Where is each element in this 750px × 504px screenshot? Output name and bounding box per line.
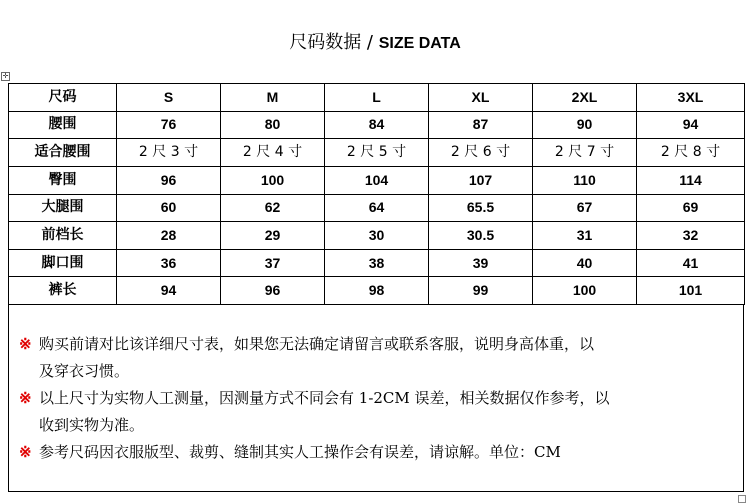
header-cell-xl: XL [429,84,533,112]
page-title [0,30,750,57]
table-row-hip [9,166,745,194]
row-label: 臀围 [9,166,117,194]
note-item [19,331,735,385]
reference-mark-icon: ※ [19,443,32,461]
table-cell: 87 [429,111,533,139]
table-cell: 99 [429,277,533,305]
table-cell: 98 [325,277,429,305]
table-cell: 31 [533,222,637,250]
table-cell: 2 尺 7 寸 [533,139,637,167]
reference-mark-icon: ※ [19,389,32,407]
table-cell: 94 [637,111,745,139]
table-cell: 28 [117,222,221,250]
row-label: 脚口围 [9,249,117,277]
header-row [9,84,745,112]
table-cell: 2 尺 5 寸 [325,139,429,167]
note-item [19,439,735,466]
table-cell: 69 [637,194,745,222]
table-row-front-rise [9,222,745,250]
table-cell: 60 [117,194,221,222]
table-cell: 84 [325,111,429,139]
table-cell: 96 [221,277,325,305]
header-cell-size: 尺码 [9,84,117,112]
table-cell: 100 [221,166,325,194]
row-label: 大腿围 [9,194,117,222]
table-cell: 76 [117,111,221,139]
table-cell: 29 [221,222,325,250]
size-table [8,83,745,305]
table-cell: 114 [637,166,745,194]
table-row-waist [9,111,745,139]
table-row-leg-opening [9,249,745,277]
row-label: 前档长 [9,222,117,250]
table-row-fit-waist [9,139,745,167]
table-cell: 110 [533,166,637,194]
table-cell: 100 [533,277,637,305]
table-cell: 2 尺 3 寸 [117,139,221,167]
table-cell: 2 尺 4 寸 [221,139,325,167]
table-cell: 96 [117,166,221,194]
move-handle-icon[interactable]: ✛ [2,72,9,80]
note-line: 收到实物为准。 [39,416,145,434]
table-cell: 30.5 [429,222,533,250]
header-cell-l: L [325,84,429,112]
title-cn: 尺码数据 [289,32,362,53]
table-cell: 65.5 [429,194,533,222]
table-cell: 67 [533,194,637,222]
table-cell: 36 [117,249,221,277]
row-label: 腰围 [9,111,117,139]
table-cell: 40 [533,249,637,277]
header-cell-m: M [221,84,325,112]
table-cell: 2 尺 8 寸 [637,139,745,167]
table-cell: 37 [221,249,325,277]
table-cell: 38 [325,249,429,277]
note-line: 以上尺寸为实物人工测量，因测量方式不同会有 1-2CM 误差，相关数据仅作参考，以 [39,389,610,407]
title-separator: / [361,32,379,53]
table-cell: 94 [117,277,221,305]
header-cell-3xl: 3XL [637,84,745,112]
table-cell: 107 [429,166,533,194]
table-cell: 80 [221,111,325,139]
row-label: 裤长 [9,277,117,305]
row-label: 适合腰围 [9,139,117,167]
table-cell: 39 [429,249,533,277]
table-cell: 104 [325,166,429,194]
table-cell: 90 [533,111,637,139]
table-cell: 2 尺 6 寸 [429,139,533,167]
table-cell: 101 [637,277,745,305]
note-line: 及穿衣习惯。 [39,362,130,380]
note-item [19,385,735,439]
note-line: 参考尺码因衣服版型、裁剪、缝制其实人工操作会有误差，请谅解。单位：CM [39,443,561,461]
title-en: SIZE DATA [378,35,461,52]
table-row-length [9,277,745,305]
resize-handle-icon[interactable] [738,495,746,503]
table-cell: 62 [221,194,325,222]
table-cell: 30 [325,222,429,250]
table-cell: 41 [637,249,745,277]
header-cell-2xl: 2XL [533,84,637,112]
table-cell: 64 [325,194,429,222]
note-line: 购买前请对比该详细尺寸表，如果您无法确定请留言或联系客服，说明身高体重，以 [39,335,595,353]
table-row-thigh [9,194,745,222]
header-cell-s: S [117,84,221,112]
reference-mark-icon: ※ [19,335,32,353]
notes-box [8,304,744,492]
table-cell: 32 [637,222,745,250]
